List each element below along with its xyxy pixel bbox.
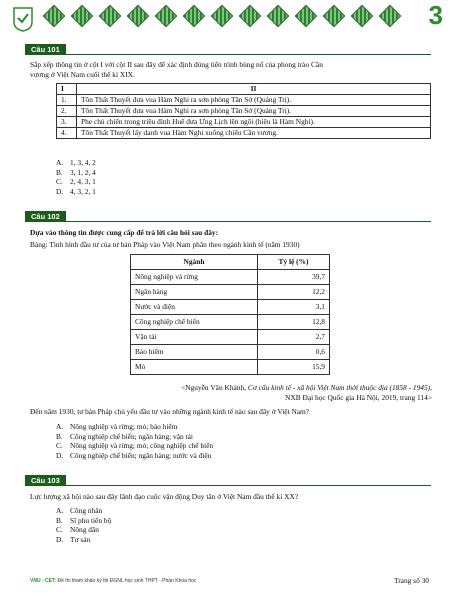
diamond-icon	[211, 5, 234, 28]
vnu-logo-icon	[12, 6, 34, 32]
sector-cell: Mỏ	[131, 360, 258, 375]
question-text: Đến năm 1930, tư bản Pháp chủ yếu đầu tư vào những ngành kinh tế nào sau đây ở Việt Nam?	[30, 407, 310, 416]
sector-cell: Bảo hiểm	[131, 345, 258, 360]
answer-option-d[interactable]: D. Công nghiệp chế biến; ngân hàng; nước và điện	[56, 450, 212, 460]
answer-options	[56, 422, 213, 460]
table-row	[131, 315, 330, 330]
decorative-diamonds	[46, 8, 398, 24]
ratio-cell: 15,9	[258, 360, 330, 375]
diamond-icon	[71, 5, 94, 28]
source-publisher: NXB Đại học Quốc gia Hà Nội, 2019, trang 114>	[285, 392, 432, 402]
row-number: 2.	[57, 106, 77, 117]
footer-text: Đề thi tham khảo kỳ thi ĐGNL học sinh THPT - Phần Khoa học	[56, 578, 197, 584]
answer-option-a[interactable]: A. 1, 3, 4, 2	[56, 158, 96, 167]
ratio-cell: 12,8	[258, 315, 330, 330]
question-tag: Câu 102	[25, 211, 66, 222]
sector-cell: Ngân hàng	[131, 285, 258, 300]
table-row	[57, 128, 431, 139]
question-header-103	[25, 475, 431, 486]
diamond-icon	[183, 5, 206, 28]
sector-cell: Công nghiệp chế biến	[131, 315, 258, 330]
investment-table	[130, 254, 330, 375]
page-header	[8, 0, 445, 34]
prompt-line: Sắp xếp thông tin ở cột I với cột II sau đây để xác định đúng tiến trình bùng nổ của phong trào Cần	[30, 60, 323, 69]
row-text: Tôn Thất Thuyết đưa vua Hàm Nghi ra sơn phòng Tân Sở (Quảng Trị).	[77, 95, 431, 106]
matching-table	[56, 83, 431, 139]
answer-option-b[interactable]: B. Công nghiệp chế biến; ngân hàng; vận tải	[56, 431, 193, 441]
table-row	[131, 360, 330, 375]
table-row	[131, 300, 330, 315]
table-row	[131, 345, 330, 360]
sector-cell: Nước và điện	[131, 300, 258, 315]
column-header-ii: II	[77, 84, 431, 95]
source-title: Cơ cấu kinh tế - xã hội Việt Nam thời thuộc địa (1858 - 1945)	[247, 383, 431, 392]
row-text: Phe chủ chiến trong triều đình Huế đưa Ưng Lịch lên ngôi (hiệu là Hàm Nghi).	[77, 117, 431, 128]
diamond-icon	[239, 5, 262, 28]
question-text: Lực lượng xã hội nào sau đây lãnh đạo cuộc vận động Duy tân ở Việt Nam đầu thế kỉ XX?	[30, 492, 299, 501]
diamond-icon	[99, 5, 122, 28]
diamond-icon	[295, 5, 318, 28]
prompt-line: vương ở Việt Nam cuối thế kỉ XIX.	[30, 69, 135, 79]
answer-option-b[interactable]: B. 3, 1, 2, 4	[56, 167, 96, 177]
answer-option-c[interactable]: C. Nông nghiệp và rừng; mỏ; công nghiệp chế biến	[56, 441, 214, 451]
answer-option-a[interactable]: A. Nông nghiệp và rừng; mỏ; bảo hiểm	[56, 422, 178, 431]
page-number: Trang số 30	[393, 576, 429, 585]
table-row	[57, 95, 431, 106]
diamond-icon	[267, 5, 290, 28]
question-header-101	[25, 44, 431, 55]
question-header-102	[25, 211, 431, 222]
question-intro: Dựa vào thông tin được cung cấp để trả lời câu hỏi sau đây:	[30, 228, 219, 237]
table-row	[57, 106, 431, 117]
question-prompt	[30, 60, 430, 79]
ratio-cell: 2,7	[258, 330, 330, 345]
diamond-icon	[323, 5, 346, 28]
diamond-icon	[43, 5, 66, 28]
answer-option-d[interactable]: D. Tư sản	[56, 534, 91, 544]
answer-option-c[interactable]: C. 2, 4, 3, 1	[56, 177, 96, 187]
table-row	[131, 270, 330, 285]
diamond-icon	[127, 5, 150, 28]
answer-option-b[interactable]: B. Sĩ phu tiến bộ	[56, 515, 112, 525]
column-header-ratio: Tỷ lệ (%)	[258, 255, 330, 270]
answer-options	[56, 506, 111, 544]
answer-option-c[interactable]: C. Nông dân	[56, 525, 99, 535]
table-caption: Bảng: Tình hình đầu tư của tư bản Pháp vào Việt Nam phân theo ngành kinh tế (năm 1930)	[30, 240, 300, 249]
sector-cell: Nông nghiệp và rừng	[131, 270, 258, 285]
column-header-sector: Ngành	[131, 255, 258, 270]
diamond-icon	[155, 5, 178, 28]
row-text: Tôn Thất Thuyết lấy danh vua Hàm Nghi xuống chiếu Cần vương.	[77, 128, 431, 139]
table-source: <Nguyễn Văn Khánh, Cơ cấu kinh tế - xã hội Việt Nam thời thuộc địa (1858 - 1945), NXB Đại học Quốc gia Hà Nội, 2019, trang 114>	[40, 383, 432, 402]
answer-option-d[interactable]: D. 4, 3, 2, 1	[56, 186, 96, 196]
sector-cell: Vận tải	[131, 330, 258, 345]
table-row	[57, 117, 431, 128]
question-tag: Câu 103	[25, 475, 66, 486]
ratio-cell: 0,6	[258, 345, 330, 360]
ratio-cell: 3,1	[258, 300, 330, 315]
footer-note	[30, 578, 196, 584]
row-number: 1.	[57, 95, 77, 106]
row-number: 3.	[57, 117, 77, 128]
source-author: <Nguyễn Văn Khánh,	[181, 383, 248, 392]
question-tag: Câu 101	[25, 44, 66, 55]
table-row	[131, 330, 330, 345]
answer-option-a[interactable]: A. Công nhân	[56, 506, 103, 515]
column-header-i: I	[57, 84, 77, 95]
row-number: 4.	[57, 128, 77, 139]
table-row	[131, 285, 330, 300]
ratio-cell: 12,2	[258, 285, 330, 300]
ratio-cell: 39,7	[258, 270, 330, 285]
row-text: Tôn Thất Thuyết đưa vua Hàm Nghi ra sơn phòng Tân Sở (Quảng Trị).	[77, 106, 431, 117]
diamond-icon	[351, 5, 374, 28]
footer-brand: VNU - CET:	[30, 578, 57, 584]
answer-options	[56, 158, 96, 196]
diamond-icon	[379, 5, 402, 28]
chapter-number: 3	[428, 0, 443, 30]
